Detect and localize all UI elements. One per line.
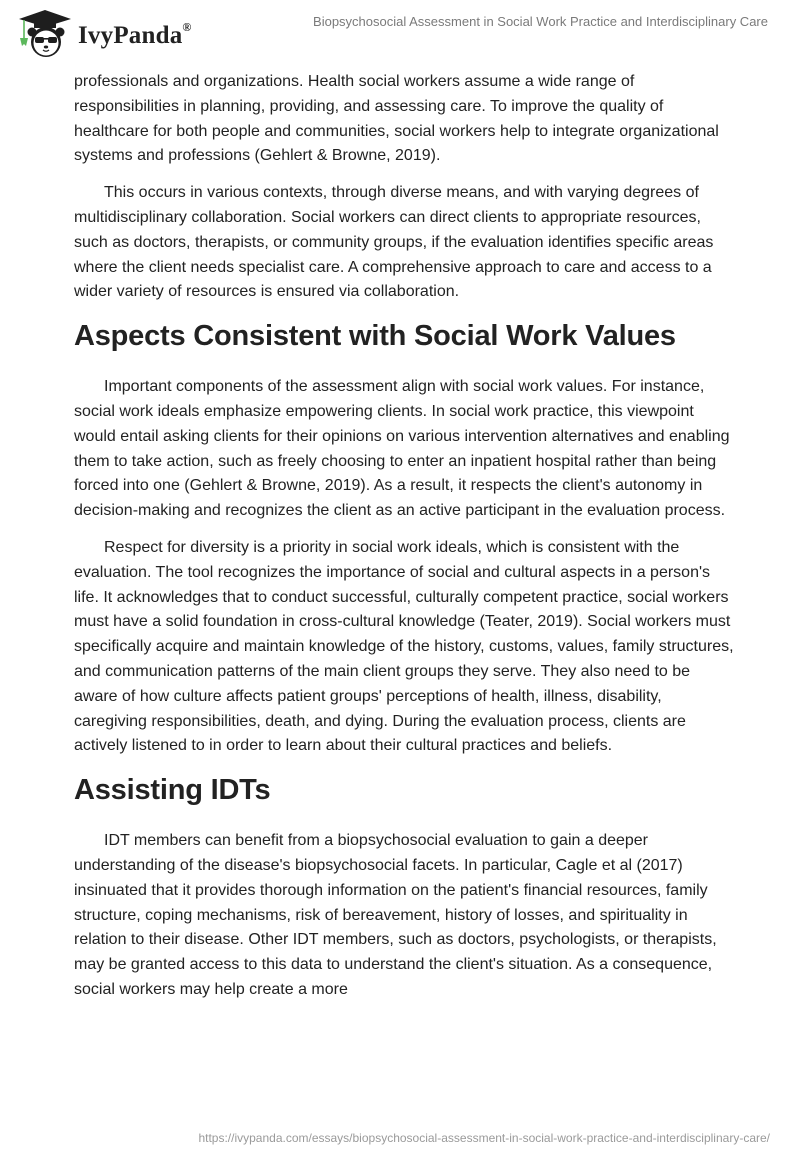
logo-text: IvyPanda® [78,20,192,49]
source-url[interactable]: https://ivypanda.com/essays/biopsychosocial-assessment-in-social-work-practice-and-interdisciplinary-care/ [198,1131,770,1145]
paragraph: This occurs in various contexts, through diverse means, and with varying degrees of multidisciplinary collaboration. Social workers can direct clients to appropriate resources, such as doctors, therapists, or community groups, if the evaluation identifies specific areas where the client needs specialist care. A comprehensive approach to care and access to a wider variety of resources is ensured via collaboration. [74,184,714,301]
paragraph: Important components of the assessment align with social work values. For instance, social work ideals emphasize empowering clients. In social work practice, this viewpoint would entail asking clients for their opinions on various intervention alternatives and enabling them to take action, such as freely choosing to enter an inpatient hospital rather than being forced into one (Gehlert & Browne, 2019). As a result, it respects the client's autonomy in decision-making and recognizes the client as an active participant in the evaluation process. [74,378,730,520]
paragraph: Respect for diversity is a priority in social work ideals, which is consistent with the evaluation. The tool recognizes the importance of social and cultural aspects in a person's life. It acknowledges that to conduct successful, culturally competent practice, social workers must have a solid foundation in cross-cultural knowledge (Teater, 2019). Social workers must specifically acquire and maintain knowledge of the history, customs, values, family structures, and communication patterns of the main client groups they serve. They also need to be aware of how culture affects patient groups' perceptions of health, illness, disability, caregiving responsibilities, death, and dying. During the evaluation process, clients are actively listened to in order to learn about their cultural practices and beliefs. [74,538,734,755]
page-header [0,0,800,66]
document-title: Biopsychosocial Assessment in Social Work Practice and Interdisciplinary Care [313,14,768,29]
essay-content [74,70,734,1003]
panda-graduate-icon [16,8,74,60]
ivypanda-logo[interactable] [16,8,192,60]
paragraph: professionals and organizations. Health social workers assume a wide range of responsibilities in planning, providing, and assessing care. To improve the quality of healthcare for both people and communities, social workers help to integrate organizational systems and professions (Gehlert & Browne, 2019). [74,73,719,165]
paragraph: IDT members can benefit from a biopsychosocial evaluation to gain a deeper understanding of the disease's biopsychosocial facets. In particular, Cagle et al (2017) insinuated that it provides thorough information on the patient's financial resources, family structure, coping mechanisms, risk of bereavement, history of losses, and spirituality in relation to their disease. Other IDT members, such as doctors, psychologists, or therapists, may be granted access to this data to understand the client's situation. As a consequence, social workers may help create a more [74,832,717,998]
section-heading-assisting-idts: Assisting IDTs [74,774,271,807]
section-heading-aspects: Aspects Consistent with Social Work Values [74,320,676,353]
